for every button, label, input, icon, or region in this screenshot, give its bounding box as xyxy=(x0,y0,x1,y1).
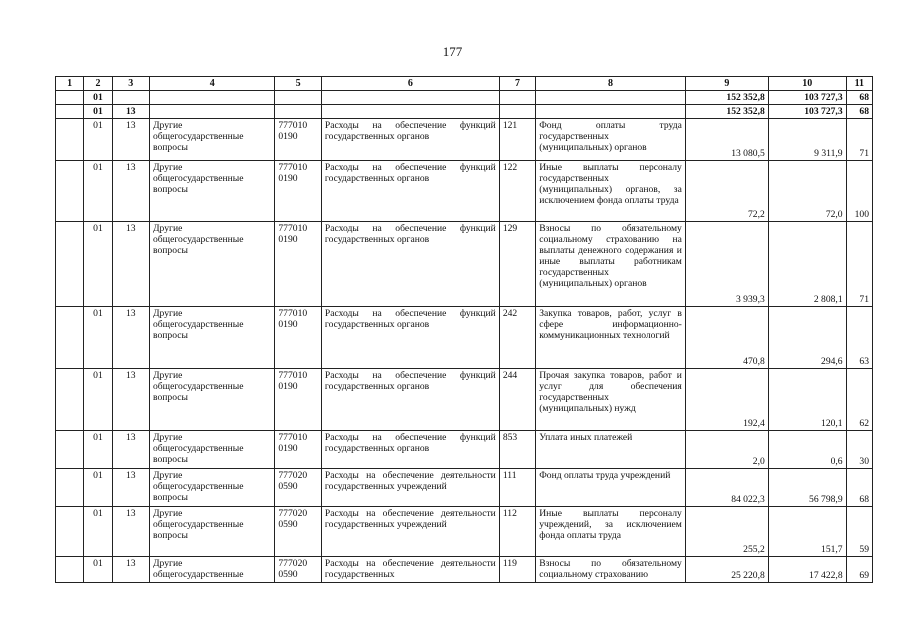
fact-cell: 17 422,8 xyxy=(768,557,846,583)
budget-table xyxy=(55,76,873,583)
vr-code-cell: 112 xyxy=(499,507,535,557)
vr-name-cell: Уплата иных платежей xyxy=(536,431,686,469)
target-code-cell: 777010 0190 xyxy=(275,119,322,161)
vr-name-cell: Иные выплаты персоналу учреждений, за исключением фонда оплаты труда xyxy=(536,507,686,557)
plan-cell: 152 352,8 xyxy=(685,91,768,105)
podrazdel-cell: 13 xyxy=(112,369,149,431)
cell xyxy=(56,307,84,369)
vr-code-cell: 129 xyxy=(499,222,535,307)
vr-code-cell: 119 xyxy=(499,557,535,583)
vr-code-cell: 244 xyxy=(499,369,535,431)
fact-cell: 56 798,9 xyxy=(768,469,846,507)
razdel-cell: 01 xyxy=(84,431,112,469)
cell xyxy=(56,105,84,119)
razdel-cell: 01 xyxy=(84,369,112,431)
fact-cell: 151,7 xyxy=(768,507,846,557)
cell xyxy=(56,91,84,105)
table-row xyxy=(56,557,873,583)
percent-cell: 30 xyxy=(846,431,872,469)
cell xyxy=(56,119,84,161)
target-name-cell: Расходы на обеспечение деятельности государственных учреждений xyxy=(321,507,499,557)
plan-cell: 84 022,3 xyxy=(685,469,768,507)
name-cell: Другие общегосударственные вопросы xyxy=(150,161,275,222)
header-cell: 4 xyxy=(150,77,275,91)
percent-cell: 63 xyxy=(846,307,872,369)
vr-name-cell: Иные выплаты персоналу государственных (муниципальных) органов, за исключением фонда оплаты труда xyxy=(536,161,686,222)
target-code-cell: 777010 0190 xyxy=(275,161,322,222)
percent-cell: 68 xyxy=(846,469,872,507)
percent-cell: 71 xyxy=(846,222,872,307)
vr-code-cell: 121 xyxy=(499,119,535,161)
table-row xyxy=(56,469,873,507)
fact-cell: 0,6 xyxy=(768,431,846,469)
cell xyxy=(56,469,84,507)
target-name-cell: Расходы на обеспечение функций государственных органов xyxy=(321,369,499,431)
target-code-cell: 777010 0190 xyxy=(275,222,322,307)
cell xyxy=(56,161,84,222)
fact-cell: 2 808,1 xyxy=(768,222,846,307)
plan-cell: 470,8 xyxy=(685,307,768,369)
page-number: 177 xyxy=(442,44,463,59)
name-cell: Другие общегосударственные вопросы xyxy=(150,431,275,469)
vr-code-cell: 111 xyxy=(499,469,535,507)
cell xyxy=(56,369,84,431)
name-cell: Другие общегосударственные вопросы xyxy=(150,507,275,557)
cell xyxy=(150,105,275,119)
fact-cell: 9 311,9 xyxy=(768,119,846,161)
podrazdel-cell: 13 xyxy=(112,119,149,161)
target-code-cell: 777010 0190 xyxy=(275,431,322,469)
percent-cell: 71 xyxy=(846,119,872,161)
header-cell: 9 xyxy=(685,77,768,91)
header-cell: 8 xyxy=(536,77,686,91)
cell xyxy=(56,431,84,469)
cell xyxy=(499,91,535,105)
target-name-cell: Расходы на обеспечение функций государственных органов xyxy=(321,161,499,222)
target-code-cell: 777020 0590 xyxy=(275,507,322,557)
fact-cell: 103 727,3 xyxy=(768,91,846,105)
vr-name-cell: Прочая закупка товаров, работ и услуг для обеспечения государственных (муниципальных) нужд xyxy=(536,369,686,431)
razdel-cell: 01 xyxy=(84,91,112,105)
target-code-cell: 777010 0190 xyxy=(275,369,322,431)
fact-cell: 103 727,3 xyxy=(768,105,846,119)
razdel-cell: 01 xyxy=(84,222,112,307)
header-cell: 6 xyxy=(321,77,499,91)
cell xyxy=(56,222,84,307)
target-code-cell: 777020 0590 xyxy=(275,557,322,583)
percent-cell: 59 xyxy=(846,507,872,557)
razdel-cell: 01 xyxy=(84,557,112,583)
vr-name-cell: Взносы по обязательному социальному страхованию на выплаты денежного содержания и иные выплаты работникам государственных (муниципальных) органов xyxy=(536,222,686,307)
target-name-cell: Расходы на обеспечение функций государственных органов xyxy=(321,119,499,161)
plan-cell: 13 080,5 xyxy=(685,119,768,161)
plan-cell: 25 220,8 xyxy=(685,557,768,583)
target-name-cell: Расходы на обеспечение функций государственных органов xyxy=(321,307,499,369)
subtotal-row xyxy=(56,91,873,105)
vr-code-cell: 242 xyxy=(499,307,535,369)
target-name-cell: Расходы на обеспечение функций государственных органов xyxy=(321,431,499,469)
cell xyxy=(275,91,322,105)
name-cell: Другие общегосударственные вопросы xyxy=(150,369,275,431)
table-row xyxy=(56,431,873,469)
cell xyxy=(536,105,686,119)
razdel-cell: 01 xyxy=(84,469,112,507)
razdel-cell: 01 xyxy=(84,161,112,222)
percent-cell: 68 xyxy=(846,91,872,105)
header-cell: 3 xyxy=(112,77,149,91)
target-name-cell: Расходы на обеспечение деятельности государственных xyxy=(321,557,499,583)
header-cell: 11 xyxy=(846,77,872,91)
podrazdel-cell: 13 xyxy=(112,469,149,507)
subtotal-row xyxy=(56,105,873,119)
percent-cell: 69 xyxy=(846,557,872,583)
fact-cell: 294,6 xyxy=(768,307,846,369)
vr-name-cell: Закупка товаров, работ, услуг в сфере информационно-коммуникационных технологий xyxy=(536,307,686,369)
name-cell: Другие общегосударственные xyxy=(150,557,275,583)
table-row xyxy=(56,369,873,431)
razdel-cell: 01 xyxy=(84,119,112,161)
percent-cell: 62 xyxy=(846,369,872,431)
cell xyxy=(321,105,499,119)
table-row xyxy=(56,307,873,369)
podrazdel-cell: 13 xyxy=(112,557,149,583)
name-cell: Другие общегосударственные вопросы xyxy=(150,119,275,161)
target-name-cell: Расходы на обеспечение деятельности государственных учреждений xyxy=(321,469,499,507)
plan-cell: 3 939,3 xyxy=(685,222,768,307)
podrazdel-cell: 13 xyxy=(112,161,149,222)
vr-code-cell: 853 xyxy=(499,431,535,469)
cell xyxy=(499,105,535,119)
header-cell: 2 xyxy=(84,77,112,91)
podrazdel-cell: 13 xyxy=(112,431,149,469)
plan-cell: 255,2 xyxy=(685,507,768,557)
header-cell: 7 xyxy=(499,77,535,91)
fact-cell: 72,0 xyxy=(768,161,846,222)
percent-cell: 100 xyxy=(846,161,872,222)
plan-cell: 72,2 xyxy=(685,161,768,222)
vr-name-cell: Взносы по обязательному социальному страхованию xyxy=(536,557,686,583)
header-row xyxy=(56,77,873,91)
cell xyxy=(150,91,275,105)
name-cell: Другие общегосударственные вопросы xyxy=(150,307,275,369)
podrazdel-cell: 13 xyxy=(112,222,149,307)
plan-cell: 152 352,8 xyxy=(685,105,768,119)
fact-cell: 120,1 xyxy=(768,369,846,431)
table-row xyxy=(56,161,873,222)
cell xyxy=(536,91,686,105)
target-name-cell: Расходы на обеспечение функций государственных органов xyxy=(321,222,499,307)
razdel-cell: 01 xyxy=(84,105,112,119)
table-row xyxy=(56,507,873,557)
vr-code-cell: 122 xyxy=(499,161,535,222)
target-code-cell: 777010 0190 xyxy=(275,307,322,369)
percent-cell: 68 xyxy=(846,105,872,119)
vr-name-cell: Фонд оплаты труда учреждений xyxy=(536,469,686,507)
table-row xyxy=(56,119,873,161)
podrazdel-cell: 13 xyxy=(112,105,149,119)
cell xyxy=(321,91,499,105)
cell xyxy=(275,105,322,119)
podrazdel-cell: 13 xyxy=(112,507,149,557)
razdel-cell: 01 xyxy=(84,307,112,369)
podrazdel-cell xyxy=(112,91,149,105)
plan-cell: 192,4 xyxy=(685,369,768,431)
target-code-cell: 777020 0590 xyxy=(275,469,322,507)
name-cell: Другие общегосударственные вопросы xyxy=(150,222,275,307)
cell xyxy=(56,507,84,557)
podrazdel-cell: 13 xyxy=(112,307,149,369)
header-cell: 10 xyxy=(768,77,846,91)
cell xyxy=(56,557,84,583)
plan-cell: 2,0 xyxy=(685,431,768,469)
table-row xyxy=(56,222,873,307)
vr-name-cell: Фонд оплаты труда государственных (муниципальных) органов xyxy=(536,119,686,161)
razdel-cell: 01 xyxy=(84,507,112,557)
header-cell: 5 xyxy=(275,77,322,91)
header-cell: 1 xyxy=(56,77,84,91)
name-cell: Другие общегосударственные вопросы xyxy=(150,469,275,507)
